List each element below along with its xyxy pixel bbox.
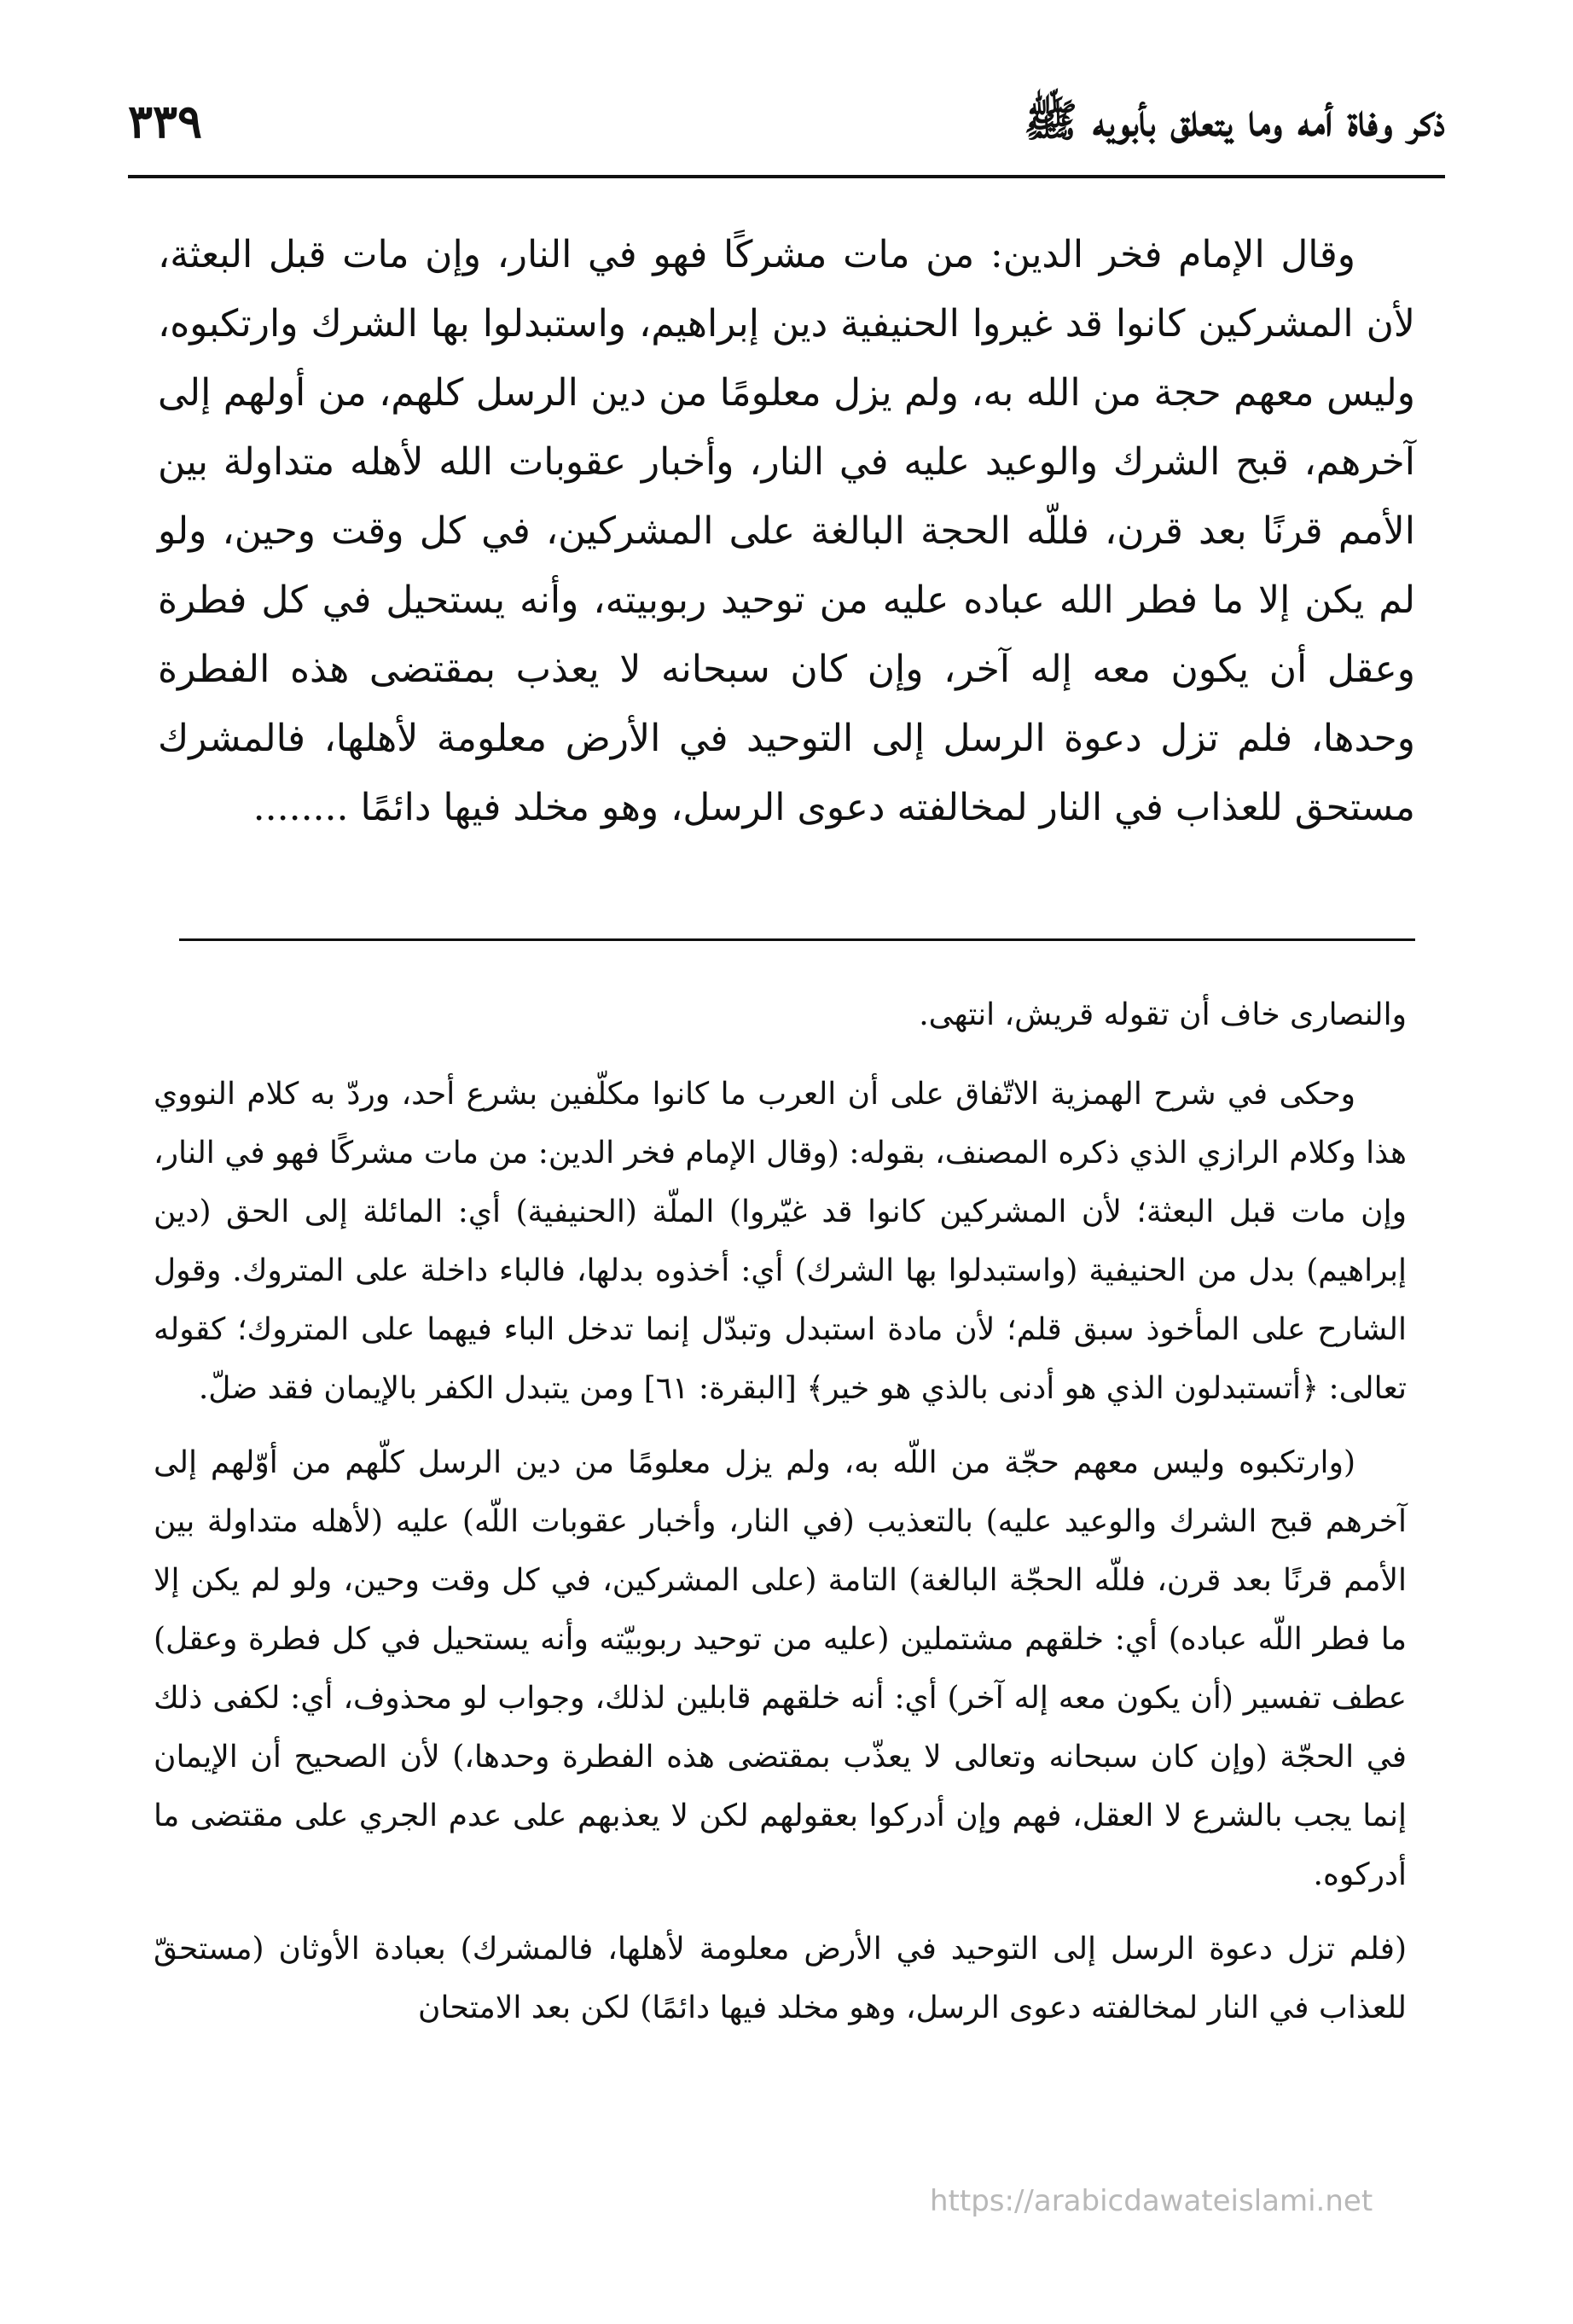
- main-text-block: [158, 220, 1415, 842]
- commentary-paragraph-1: والنصارى خاف أن تقوله قريش، انتهى.: [919, 997, 1407, 1032]
- page-header: [128, 94, 1445, 171]
- commentary-paragraph-4: (فلم تزل دعوة الرسل إلى التوحيد في الأرض معلومة لأهلها، فالمشرك) بعبادة الأوثان (مستحقّ للعذاب في النار لمخالفته دعوى الرسل، وهو مخلد فيها دائمًا) لكن بعد الامتحان: [154, 1932, 1407, 2025]
- header-rule: [128, 175, 1445, 178]
- running-title: ذكر وفاة أمه وما يتعلق بأبويه ﷺ: [1024, 95, 1445, 147]
- commentary-paragraph-2: وحكى في شرح الهمزية الاتّفاق على أن العرب ما كانوا مكلّفين بشرع أحد، وردّ به كلام النووي هذا وكلام الرازي الذي ذكره المصنف، بقوله: (وقال الإمام فخر الدين: من مات مشركًا فهو في النار، وإن مات قبل البعثة؛ لأن المشركين كانوا قد غيّروا) الملّة (الحنيفية) أي: المائلة إلى الحق (دين إبراهيم) بدل من الحنيفية (واستبدلوا بها الشرك) أي: أخذوه بدلها، فالباء داخلة على المتروك. وقول الشارح على المأخوذ سبق قلم؛ لأن مادة استبدل وتبدّل إنما تدخل الباء فيهما على المتروك؛ كقوله تعالى: ﴿أتستبدلون الذي هو أدنى بالذي هو خير﴾ [البقرة: ٦١] ومن يتبدل الكفر بالإيمان فقد ضلّ.: [154, 1077, 1408, 1406]
- commentary-block: [154, 985, 1407, 2058]
- commentary-paragraph-3: (وارتكبوه وليس معهم حجّة من اللّه به، ولم يزل معلومًا من دين الرسل كلّهم من أوّلهم إلى آخرهم قبح الشرك والوعيد عليه) بالتعذيب (في النار، وأخبار عقوبات اللّه) عليه (لأهله متداولة بين الأمم قرنًا بعد قرن، فللّه الحجّة البالغة) التامة (على المشركين، في كل وقت وحين، ولو لم يكن إلا ما فطر اللّه عباده) أي: خلقهم مشتملين (عليه من توحيد ربوبيّته وأنه يستحيل في كل فطرة وعقل) عطف تفسير (أن يكون معه إله آخر) أي: أنه خلقهم قابلين لذلك، وجواب لو محذوف، أي: لكفى ذلك في الحجّة (وإن كان سبحانه وتعالى لا يعذّب بمقتضى هذه الفطرة وحدها،) لأن الصحيح أن الإيمان إنما يجب بالشرع لا العقل، فهم وإن أدركوا بعقولهم لكن لا يعذبهم على عدم الجري على مقتضى ما أدركوه.: [154, 1445, 1407, 1892]
- page-number: ٣٣٩: [128, 94, 203, 148]
- main-paragraph: وقال الإمام فخر الدين: من مات مشركًا فهو في النار، وإن مات قبل البعثة، لأن المشركين كانوا قد غيروا الحنيفية دين إبراهيم، واستبدلوا بها الشرك وارتكبوه، وليس معهم حجة من الله به، ولم يزل معلومًا من دين الرسل كلهم، من أولهم إلى آخرهم، قبح الشرك والوعيد عليه في النار، وأخبار عقوبات الله لأهله متداولة بين الأمم قرنًا بعد قرن، فللّه الحجة البالغة على المشركين، في كل وقت وحين، ولو لم يكن إلا ما فطر الله عباده عليه من توحيد ربوبيته، وأنه يستحيل في كل فطرة وعقل أن يكون معه إله آخر، وإن كان سبحانه لا يعذب بمقتضى هذه الفطرة وحدها، فلم تزل دعوة الرسل إلى التوحيد في الأرض معلومة لأهلها، فالمشرك مستحق للعذاب في النار لمخالفته دعوى الرسل، وهو مخلد فيها دائمًا ........: [158, 233, 1415, 829]
- watermark-url: https://arabicdawateislami.net: [930, 2184, 1373, 2218]
- commentary-divider: [179, 938, 1415, 941]
